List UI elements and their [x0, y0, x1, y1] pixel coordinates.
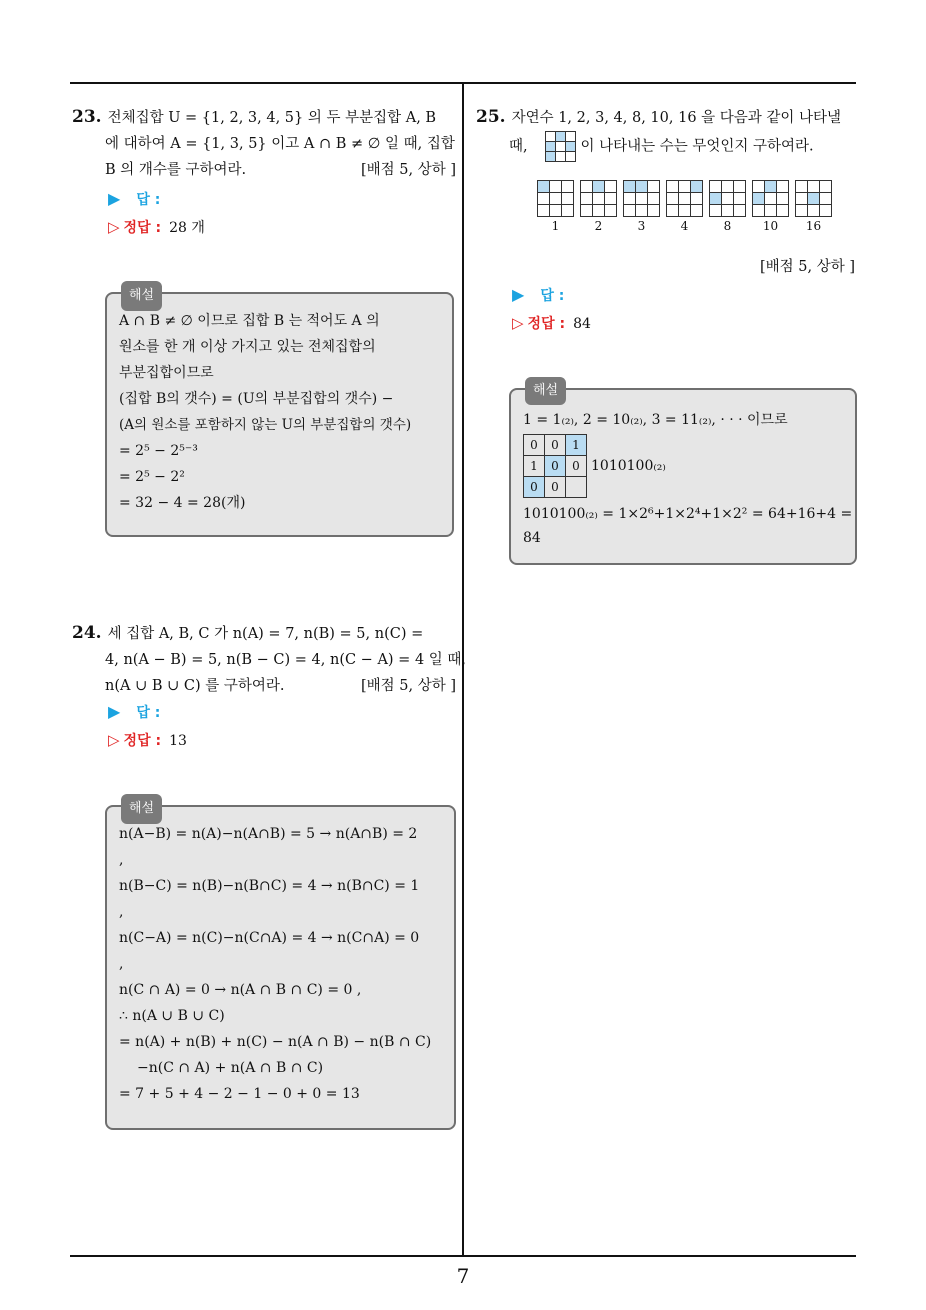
- solution-line: ,: [119, 904, 124, 920]
- outline-triangle-icon: ▷: [512, 314, 524, 332]
- grid-example-4: [666, 180, 703, 233]
- problem-24-line-2: 4, n(A − B) = 5, n(B − C) = 4, n(C − A) = 4 일 때,: [105, 652, 467, 668]
- solution-tag: 해설: [525, 377, 566, 405]
- outline-triangle-icon: ▷: [108, 218, 120, 236]
- table-cell: 1: [566, 435, 587, 456]
- correct-value: 13: [169, 733, 187, 749]
- grid-label: 1: [551, 219, 560, 233]
- solution-line: 부분집합이므로: [119, 365, 214, 381]
- solution-line: = 32 − 4 = 28(개): [119, 495, 246, 511]
- correct-label: 정답 :: [123, 220, 162, 236]
- correct-row-24: [108, 730, 187, 750]
- grid-example-2: [580, 180, 617, 233]
- score-label: [배점 5, 상하 ]: [360, 162, 456, 178]
- solution-line: (집합 B의 갯수) = (U의 부분집합의 갯수) −: [119, 391, 394, 407]
- example-grids: [537, 180, 832, 233]
- solution-line: 원소를 한 개 이상 가지고 있는 전체집합의: [119, 339, 376, 355]
- grid-example-8: [709, 180, 746, 233]
- solution-tag: 해설: [121, 794, 162, 824]
- solution-line: (A의 원소를 포함하지 않는 U의 부분집합의 갯수): [119, 417, 412, 433]
- score-label: [배점 5, 상하 ]: [360, 678, 456, 694]
- problem-text: 전체집합 U = {1, 2, 3, 4, 5} 의 두 부분집합 A, B: [107, 110, 437, 126]
- problem-24-line-3: [72, 673, 456, 699]
- correct-row-23: [108, 217, 205, 237]
- grid-label: 3: [637, 219, 646, 233]
- table-cell: 0: [524, 435, 545, 456]
- solution-line: ∴ n(A ∪ B ∪ C): [119, 1008, 225, 1024]
- solution-line: n(C−A) = n(C)−n(C∩A) = 4 → n(C∩A) = 0: [119, 930, 420, 946]
- table-cell: 0: [566, 456, 587, 477]
- outline-triangle-icon: ▷: [108, 731, 120, 749]
- problem-25-line-2: [476, 131, 860, 162]
- solution-line: n(A−B) = n(A)−n(A∩B) = 5 → n(A∩B) = 2: [119, 826, 418, 842]
- solution-line: A ∩ B ≠ ∅ 이므로 집합 B 는 적어도 A 의: [119, 313, 380, 329]
- play-icon: ▶: [512, 285, 525, 304]
- solution-line: = 2⁵ − 2⁵⁻³: [119, 443, 198, 459]
- solution-line: = n(A) + n(B) + n(C) − n(A ∩ B) − n(B ∩ C): [119, 1034, 432, 1050]
- table-cell: 0: [545, 456, 566, 477]
- solution-line: 1010100₍₂₎ = 1×2⁶+1×2⁴+1×2² = 64+16+4 =: [523, 506, 853, 522]
- grid-example-1: [537, 180, 574, 233]
- solution-box-24: [105, 801, 456, 1130]
- problem-number: 23.: [72, 107, 102, 127]
- correct-label: 정답 :: [123, 733, 162, 749]
- problem-text: 자연수 1, 2, 3, 4, 8, 10, 16 을 다음과 같이 나타낼: [511, 110, 842, 126]
- page-number: 7: [456, 1264, 470, 1288]
- problem-text: n(A ∪ B ∪ C) 를 구하여라.: [105, 678, 285, 694]
- problem-23: [72, 104, 456, 183]
- problem-text: B 의 개수를 구하여라.: [105, 162, 247, 178]
- problem-number: 25.: [476, 107, 506, 127]
- score-label: [배점 5, 상하 ]: [760, 259, 856, 275]
- solution-line: n(C ∩ A) = 0 → n(A ∩ B ∩ C) = 0 ,: [119, 982, 362, 998]
- grid-label: 10: [762, 219, 779, 233]
- binary-result: 1010100₍₂₎: [591, 458, 666, 474]
- answer-row-25: [512, 285, 564, 305]
- answer-row-24: [108, 702, 160, 722]
- table-cell: [566, 477, 587, 498]
- solution-line: n(B−C) = n(B)−n(B∩C) = 4 → n(B∩C) = 1: [119, 878, 420, 894]
- grid-example-10: [752, 180, 789, 233]
- bottom-rule: [70, 1255, 856, 1257]
- solution-box-23: [105, 288, 454, 537]
- problem-text: 세 집합 A, B, C 가 n(A) = 7, n(B) = 5, n(C) =: [107, 626, 424, 642]
- problem-25-line-1: [476, 104, 860, 131]
- solution-line: = 2⁵ − 2²: [119, 469, 185, 485]
- problem-text: 이 나타내는 수는 무엇인지 구하여라.: [580, 138, 814, 155]
- query-grid-icon: [545, 131, 576, 162]
- solution-line: ,: [119, 852, 124, 868]
- correct-label: 정답 :: [527, 316, 566, 332]
- grid-label: 4: [680, 219, 689, 233]
- solution-line: 1 = 1₍₂₎, 2 = 10₍₂₎, 3 = 11₍₂₎, · · · 이므로: [523, 412, 788, 428]
- problem-number: 24.: [72, 623, 102, 643]
- play-icon: ▶: [108, 189, 121, 208]
- solution-table-row: [523, 434, 843, 498]
- problem-24-line-1: [72, 620, 456, 647]
- answer-row-23: [108, 189, 160, 209]
- problem-25: [476, 104, 860, 162]
- problem-24: [72, 620, 467, 699]
- grid-example-16: [795, 180, 832, 233]
- correct-value: 28 개: [169, 220, 205, 236]
- grid-label: 8: [723, 219, 732, 233]
- grid-label: 16: [805, 219, 822, 233]
- solution-line: = 7 + 5 + 4 − 2 − 1 − 0 + 0 = 13: [119, 1086, 360, 1102]
- grid-example-3: [623, 180, 660, 233]
- solution-line: ,: [119, 956, 124, 972]
- grid-label: 2: [594, 219, 603, 233]
- correct-row-25: [512, 313, 591, 333]
- problem-23-line-3: [72, 157, 456, 183]
- table-cell: 1: [524, 456, 545, 477]
- problem-text: 때,: [509, 138, 528, 155]
- solution-tag: 해설: [121, 281, 162, 311]
- problem-23-line-1: [72, 104, 456, 131]
- example-table: [523, 434, 587, 498]
- table-cell: 0: [524, 477, 545, 498]
- correct-value: 84: [573, 316, 591, 332]
- problem-23-line-2: 에 대하여 A = {1, 3, 5} 이고 A ∩ B ≠ ∅ 일 때, 집합: [105, 136, 455, 152]
- table-cell: 0: [545, 435, 566, 456]
- play-icon: ▶: [108, 702, 121, 721]
- answer-label: 답 :: [540, 288, 565, 304]
- answer-label: 답 :: [136, 192, 161, 208]
- answer-label: 답 :: [136, 705, 161, 721]
- solution-line: 84: [523, 530, 541, 546]
- solution-line: −n(C ∩ A) + n(A ∩ B ∩ C): [137, 1060, 324, 1076]
- table-cell: 0: [545, 477, 566, 498]
- solution-box-25: [509, 383, 857, 565]
